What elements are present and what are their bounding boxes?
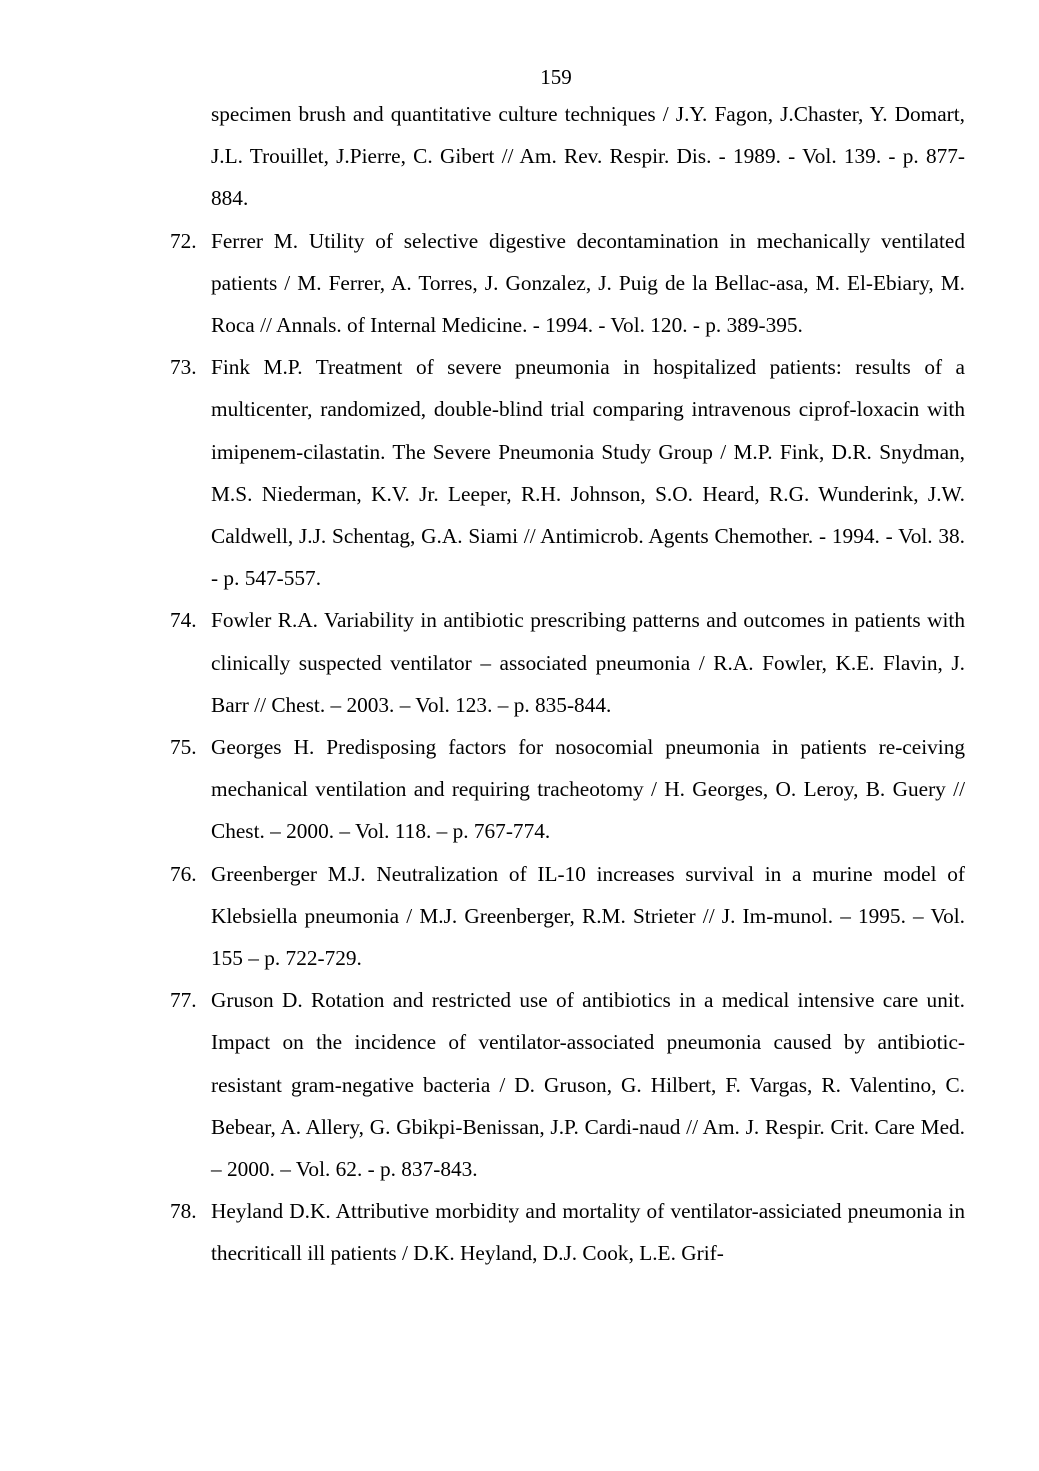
reference-text: Fowler R.A. Variability in antibiotic prescribing patterns and outcomes in patients with clinically suspected ventilator – associated pneumonia / R.A. Fowler, K.E. Flavin, J. Barr // Chest. – 2003. – Vol. 123. – p. 835-844. xyxy=(211,608,965,717)
reference-item-72 xyxy=(170,220,965,347)
reference-number: 73. xyxy=(170,355,197,380)
reference-text: Georges H. Predisposing factors for nosocomial pneumonia in patients re-ceiving mechanical ventilation and requiring tracheotomy / H. Georges, O. Leroy, B. Guery // Chest. – 2000. – Vol. 118. – p. 767-774. xyxy=(211,735,965,844)
page-number: 159 xyxy=(540,65,572,89)
reference-item-continued xyxy=(211,93,965,220)
reference-number: 76. xyxy=(170,861,197,886)
reference-item-74 xyxy=(170,599,965,726)
reference-item-77 xyxy=(170,979,965,1190)
reference-text: specimen brush and quantitative culture techniques / J.Y. Fagon, J.Chaster, Y. Domart, J.L. Trouillet, J.Pierre, C. Gibert // Am. Rev. Respir. Dis. - 1989. - Vol. 139. - p. 877-884. xyxy=(211,102,965,211)
reference-text: Greenberger M.J. Neutralization of IL-10 increases survival in a murine model of Klebsiella pneumonia / M.J. Greenberger, R.M. Strieter // J. Im-munol. – 1995. – Vol. 155 – p. 722-729. xyxy=(211,861,965,971)
reference-number: 72. xyxy=(170,228,197,253)
reference-list xyxy=(170,93,965,1275)
reference-number: 75. xyxy=(170,735,197,760)
reference-item-78 xyxy=(170,1190,965,1274)
reference-number: 78. xyxy=(170,1199,197,1224)
reference-item-76 xyxy=(170,853,965,980)
reference-text: Ferrer M. Utility of selective digestive decontamination in mechanically ventilated patients / M. Ferrer, A. Torres, J. Gonzalez, J. Puig de la Bellac-asa, M. El-Ebiary, M. Roca // Annals. of Internal Medicine. - 1994. - Vol. 120. - p. 389-395. xyxy=(211,228,965,338)
reference-number: 77. xyxy=(170,988,197,1013)
reference-text: Heyland D.K. Attributive morbidity and mortality of ventilator-assiciated pneumonia in thecriticall ill patients / D.K. Heyland, D.J. Cook, L.E. Grif- xyxy=(211,1199,965,1266)
reference-number: 74. xyxy=(170,608,197,633)
reference-item-75 xyxy=(170,726,965,853)
reference-item-73 xyxy=(170,346,965,599)
reference-text: Gruson D. Rotation and restricted use of antibiotics in a medical intensive care unit. Impact on the incidence of ventilator-associated pneumonia caused by antibiotic-resistant gram-negative bacteria / D. Gruson, G. Hilbert, F. Vargas, R. Valentino, C. Bebear, A. Allery, G. Gbikpi-Benissan, J.P. Cardi-naud // Am. J. Respir. Crit. Care Med. – 2000. – Vol. 62. - p. 837-843. xyxy=(211,988,965,1182)
reference-text: Fink M.P. Treatment of severe pneumonia in hospitalized patients: results of a multicenter, randomized, double-blind trial comparing intravenous ciprof-loxacin with imipenem-cilastatin. The Severe Pneumonia Study Group / M.P. Fink, D.R. Snydman, M.S. Niederman, K.V. Jr. Leeper, R.H. Johnson, S.O. Heard, R.G. Wunderink, J.W. Caldwell, J.J. Schentag, G.A. Siami // Antimicrob. Agents Chemother. - 1994. - Vol. 38. - p. 547-557. xyxy=(211,355,965,591)
